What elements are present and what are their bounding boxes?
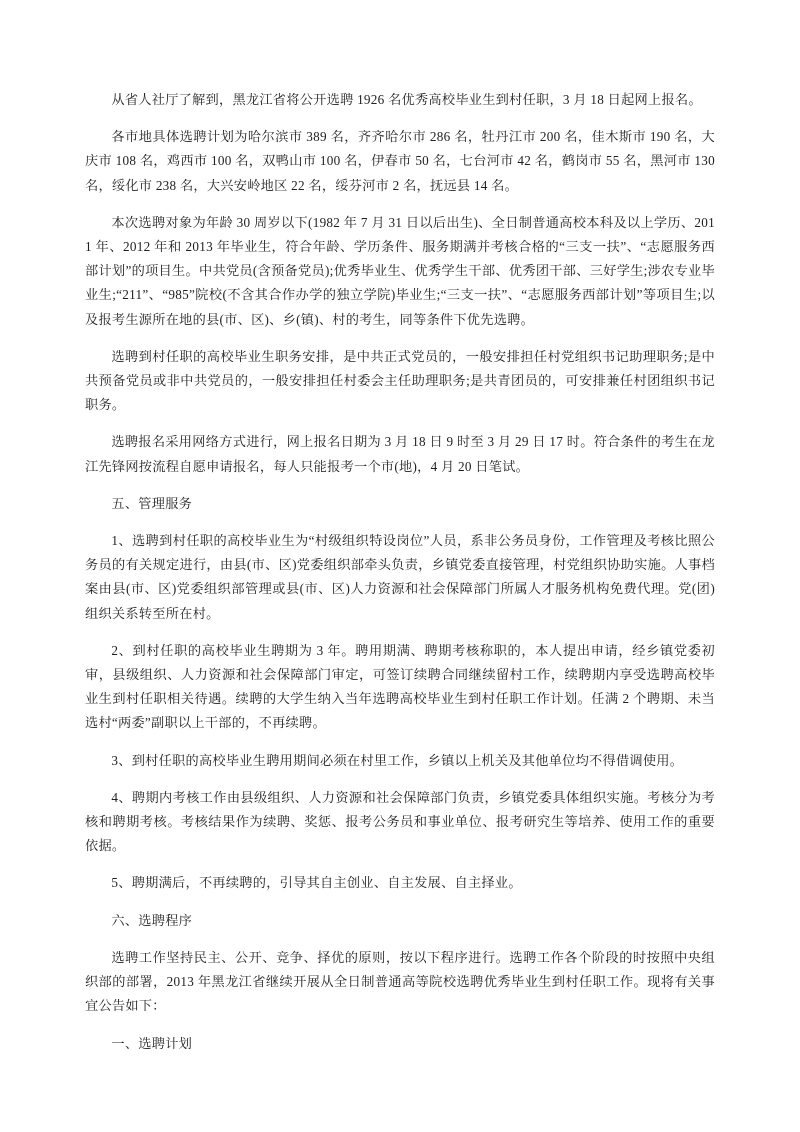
paragraph-item-2: 2、到村任职的高校毕业生聘期为 3 年。聘用期满、聘期考核称职的，本人提出申请，经乡镇党委初审，县级组织、人力资源和社会保障部门审定，可签订续聘合同继续留村工作，续聘期内享受选聘高校毕业生到村任职相关待遇。续聘的大学生纳入当年选聘高校毕业生到村任职工作计划。任满 2 个聘期、未当选村“两委”副职以上干部的，不再续聘。	[85, 642, 715, 731]
paragraph-registration: 选聘报名采用网络方式进行，网上报名日期为 3 月 18 日 9 时至 3 月 29 日 17 时。符合条件的考生在龙江先锋网按流程自愿申请报名，每人只能报考一个市(地)，4 月 20 日笔试。	[85, 434, 715, 474]
paragraph-item-1: 1、选聘到村任职的高校毕业生为“村级组织特设岗位”人员，系非公务员身份，工作管理及考核比照公务员的有关规定进行，由县(市、区)党委组织部牵头负责，乡镇党委直接管理，村党组织协助实施。人事档案由县(市、区)党委组织部管理或县(市、区)人力资源和社会保障部门所属人才服务机构免费代理。党(团)组织关系转至所在村。	[85, 533, 715, 621]
heading-section-one-selection-plan: 一、选聘计划	[111, 1035, 193, 1051]
paragraph-procedure: 选聘工作坚持民主、公开、竞争、择优的原则，按以下程序进行。选聘工作各个阶段的时按照中央组织部的部署，2013 年黑龙江省继续开展从全日制普通高等院校选聘优秀毕业生到村任职工作。现将有关事宜公告如下：	[85, 949, 715, 1014]
paragraph-item-4: 4、聘期内考核工作由县级组织、人力资源和社会保障部门负责，乡镇党委具体组织实施。考核分为考核和聘期考核。考核结果作为续聘、奖惩、报考公务员和事业单位、报考研究生等培养、使用工作的重要依据。	[85, 789, 715, 854]
paragraph-quota-by-city: 各市地具体选聘计划为哈尔滨市 389 名，齐齐哈尔市 286 名，牡丹江市 200 名，佳木斯市 190 名，大庆市 108 名，鸡西市 100 名，双鸭山市 100 名，伊春市 50 名，七台河市 42 名，鹤岗市 55 名，黑河市 130 名，绥化市 238 名，大兴安岭地区 22 名，绥芬河市 2 名，抚远县 14 名。	[85, 129, 715, 193]
paragraph-intro: 从省人社厅了解到，黑龙江省将公开选聘 1926 名优秀高校毕业生到村任职，3 月 18 日起网上报名。	[111, 92, 702, 107]
paragraph-item-3: 3、到村任职的高校毕业生聘用期间必须在村里工作，乡镇以上机关及其他单位均不得借调使用。	[111, 752, 684, 768]
heading-section-six-selection-procedure: 六、选聘程序	[111, 912, 193, 928]
paragraph-position-assignment: 选聘到村任职的高校毕业生职务安排，是中共正式党员的，一般安排担任村党组织书记助理职务;是中共预备党员或非中共党员的，一般安排担任村委会主任助理职务;是共青团员的，可安排兼任村团组织书记职务。	[85, 348, 715, 413]
document-body	[85, 88, 715, 1056]
paragraph-item-5: 5、聘期满后，不再续聘的，引导其自主创业、自主发展、自主择业。	[111, 875, 522, 891]
paragraph-eligibility: 本次选聘对象为年龄 30 周岁以下(1982 年 7 月 31 日以后出生)、全日制普通高校本科及以上学历、2011 年、2012 年和 2013 年毕业生，符合年龄、学历条件、服务期满并考核合格的“三支一扶”、“志愿服务西部计划”的项目生。中共党员(含预备党员);优秀毕业生、优秀学生干部、优秀团干部、三好学生;涉农专业毕业生;“211”、“985”院校(不含其合作办学的独立学院)毕业生;“三支一扶”、“志愿服务西部计划”等项目生;以及报考生源所在地的县(市、区)、乡(镇)、村的考生，同等条件下优先选聘。	[85, 214, 715, 327]
heading-section-five-management-service: 五、管理服务	[111, 495, 193, 511]
